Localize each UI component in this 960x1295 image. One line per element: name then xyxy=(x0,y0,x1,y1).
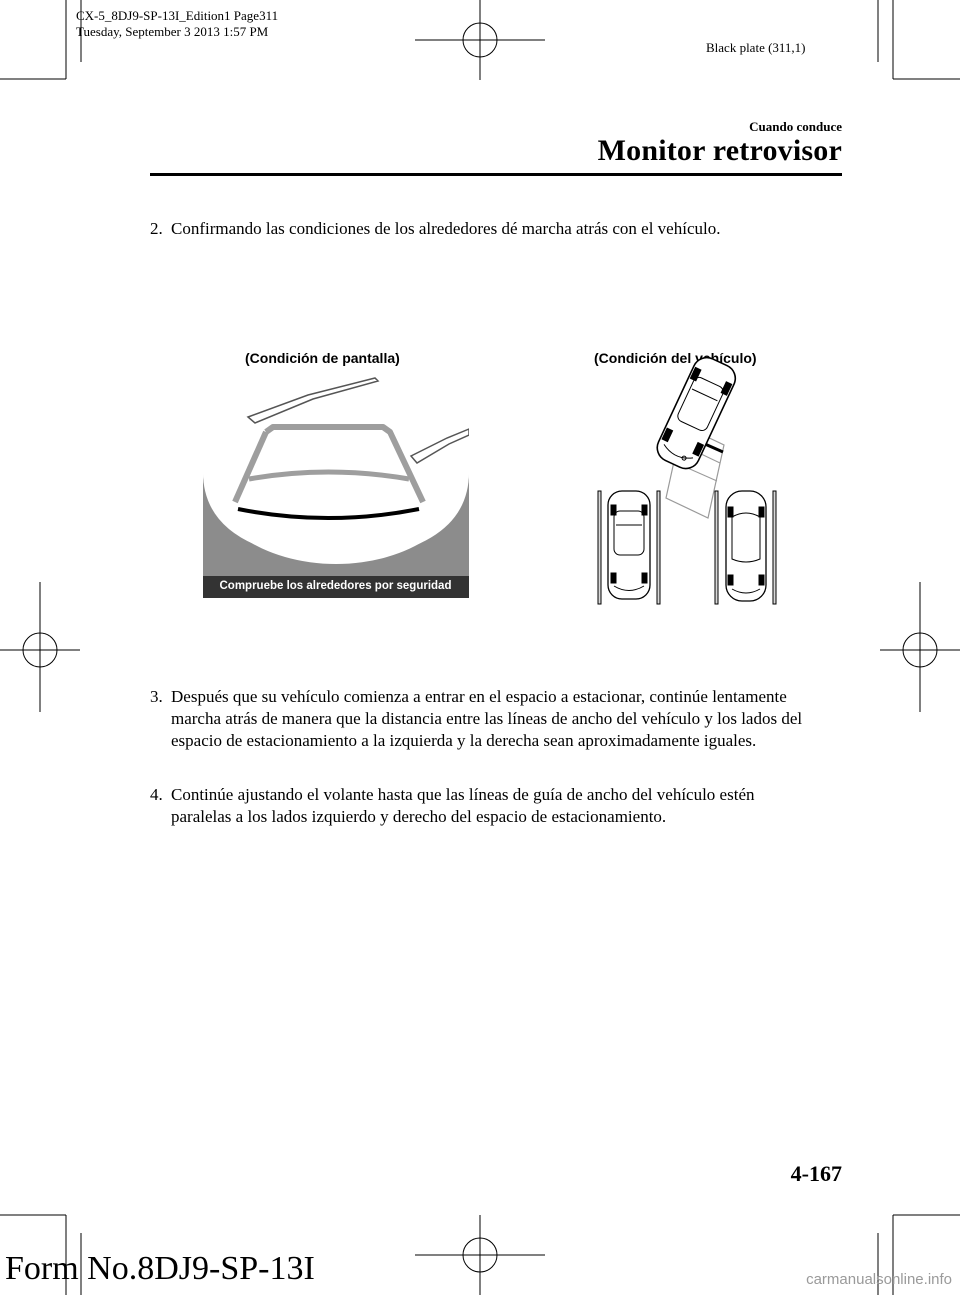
monitor-screen-illustration xyxy=(203,377,469,598)
page-title: Monitor retrovisor xyxy=(597,134,842,167)
print-meta-file: CX-5_8DJ9-SP-13I_Edition1 Page311 xyxy=(76,8,279,23)
page-number: 4-167 xyxy=(790,1161,842,1186)
step-text: Confirmando las condiciones de los alrededores dé marcha atrás con el vehículo. xyxy=(171,219,721,238)
watermark: carmanualsonline.info xyxy=(806,1271,952,1288)
step-2 xyxy=(150,218,850,242)
plate-label: Black plate (311,1) xyxy=(706,40,806,55)
header-rule xyxy=(150,173,842,176)
caption-screen: (Condición de pantalla) xyxy=(245,350,400,366)
form-number: Form No.8DJ9-SP-13I xyxy=(5,1250,315,1287)
print-meta-date: Tuesday, September 3 2013 1:57 PM xyxy=(76,24,269,39)
vehicle-condition-illustration xyxy=(590,355,790,610)
print-meta xyxy=(76,8,278,40)
step-4 xyxy=(150,784,830,830)
step-number: 4. xyxy=(150,785,163,804)
section-label: Cuando conduce xyxy=(749,119,842,134)
screen-warning-message: Compruebe los alrededores por seguridad xyxy=(219,580,452,592)
step-text: Continúe ajustando el volante hasta que las líneas de guía de ancho del vehículo estén paralelas a los lados izquierdo y derecho del espacio de estacionamiento. xyxy=(171,785,755,826)
caption-vehicle: (Condición del vehículo) xyxy=(594,350,757,366)
step-number: 3. xyxy=(150,687,163,706)
step-3 xyxy=(150,686,830,776)
step-number: 2. xyxy=(150,219,163,238)
step-text: Después que su vehículo comienza a entrar en el espacio a estacionar, continúe lentamente marcha atrás de manera que la distancia entre las líneas de ancho del vehículo y los lados del espacio de estacionamiento a la izquierda y la derecha sean aproximadamente iguales. xyxy=(171,687,803,750)
